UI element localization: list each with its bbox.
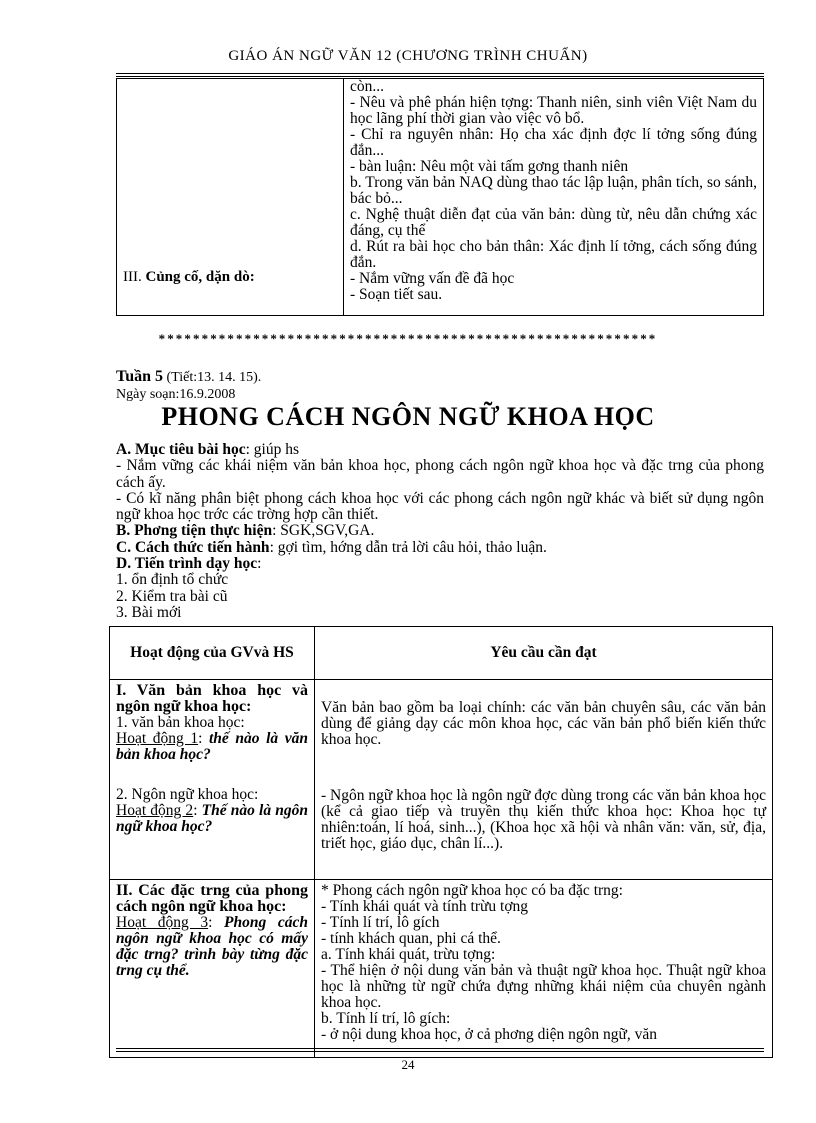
step-item: 2. Kiểm tra bài cũ: [116, 587, 228, 605]
requirement-line: b. Tính lí trí, lô gích:: [321, 1010, 451, 1027]
review-line: - Soạn tiết sau.: [350, 286, 443, 303]
review-line: - Nêu và phê phán hiện tợng: Thanh niên, sinh viên Việt Nam du học lãng phí thời gian vào việc vô bổ.: [350, 94, 757, 127]
activity-1: Hoạt động 1: thế nào là văn bản khoa học?: [116, 730, 308, 763]
col-header-activity: Hoạt động của GVvà HS: [110, 627, 315, 680]
header-rule: [116, 73, 764, 74]
activity-2: Hoạt động 2: Thế nào là ngôn ngữ khoa học?: [116, 802, 308, 835]
review-line: d. Rút ra bài học cho bản thân: Xác định lí tởng, cách sống đúng đắn.: [350, 238, 757, 271]
review-line: - bàn luận: Nêu một vài tấm gơng thanh niên: [350, 158, 629, 175]
col-header-requirement: Yêu cầu cần đạt: [315, 627, 773, 680]
review-line: b. Trong văn bản NAQ dùng thao tác lập luận, phân tích, so sánh, bác bỏ...: [350, 174, 757, 207]
review-table: [116, 78, 764, 316]
section-heading: II. Các đặc trng của phong cách ngôn ngữ khoa học:: [116, 882, 308, 915]
review-line: - Chỉ ra nguyên nhân: Họ cha xác định đợc lí tởng sống đúng đắn...: [350, 126, 757, 159]
requirement-text: - Ngôn ngữ khoa học là ngôn ngữ đợc dùng trong các văn bản khoa học (kể cả giao tiếp và truyền thụ kiến thức khoa học: Khoa học tự nhiên:toán, lí hoá, sinh...), (Khoa học xã hội và nhân văn: văn, sử, địa, triết học, giáo dục, chân lí...).: [321, 787, 766, 852]
page-number: 24: [401, 1057, 415, 1072]
footer-rule-thin: [116, 1051, 764, 1052]
requirement-cell: [315, 680, 773, 880]
review-line: - Nắm vững vấn đề đã học: [350, 270, 515, 287]
requirement-line: - Tính lí trí, lô gích: [321, 914, 440, 931]
objective-b-text: : SGK,SGV,GA.: [272, 522, 375, 540]
objective-b-label: B. Phơng tiện thực hiện: [116, 522, 273, 540]
objective-c-label: C. Cách thức tiến hành: [116, 538, 270, 556]
requirement-line: * Phong cách ngôn ngữ khoa học có ba đặc trng:: [321, 882, 623, 899]
activity-cell: [110, 880, 315, 1058]
review-label-prefix: III.: [123, 269, 142, 285]
requirement-line: - Thể hiện ở nội dung văn bản và thuật ngữ khoa học. Thuật ngữ khoa học là những từ ngữ chứa đựng những khái niệm của chuyên ngành khoa học.: [321, 962, 766, 1011]
week-periods: (Tiết:13. 14. 15).: [163, 370, 262, 385]
requirement-cell: [315, 880, 773, 1058]
objective-a-label: A. Mục tiêu bài học: [116, 441, 246, 458]
requirement-text: Văn bản bao gồm ba loại chính: các văn bản chuyên sâu, các văn bản dùng để giảng dạy các môn khoa học, các văn bản phổ biến kiến thức khoa học.: [321, 699, 766, 748]
review-line: còn...: [350, 78, 385, 95]
requirement-line: - Tính khái quát và tính trừu tợng: [321, 898, 529, 915]
activity-3: Hoạt động 3: Phong cách ngôn ngữ khoa học có mấy đặc trng? trình bày từng đặc trng cụ thể.: [116, 914, 308, 979]
header-rule-thin: [116, 76, 764, 77]
section-heading: I. Văn bản khoa học và ngôn ngữ khoa học:: [116, 682, 308, 715]
step-item: 3. Bài mới: [116, 603, 182, 621]
objective-d-text: :: [257, 555, 262, 573]
review-line: c. Nghệ thuật diễn đạt của văn bản: dùng từ, nêu dẫn chứng xác đáng, cụ thể: [350, 206, 757, 239]
objective-a-item: - Có kĩ năng phân biệt phong cách khoa học với các phong cách ngôn ngữ khác và biết sử dụng ngôn ngữ khoa học trớc các trờng hợp cần thiết.: [116, 489, 764, 524]
requirement-line: - tính khách quan, phi cá thể.: [321, 930, 501, 947]
objectives-section: [116, 442, 764, 621]
footer-rule: [116, 1048, 764, 1049]
step-item: 1. ổn định tổ chức: [116, 571, 229, 589]
requirement-line: - ở nội dung khoa học, ở cả phơng diện ngôn ngữ, văn: [321, 1026, 658, 1043]
objective-c-text: : gợi tìm, hớng dẫn trả lời câu hỏi, thảo luận.: [269, 538, 547, 556]
week-label: Tuần 5: [116, 368, 163, 385]
activity-cell: [110, 680, 315, 880]
subsection: 1. văn bản khoa học:: [116, 714, 245, 731]
review-label: Củng cố, dặn dò:: [145, 269, 255, 285]
review-label-cell: [117, 79, 344, 316]
week-info: [116, 368, 261, 403]
page-header: GIÁO ÁN NGỮ VĂN 12 (CHƯƠNG TRÌNH CHUẨN): [228, 48, 588, 64]
objective-a-item: - Nắm vững các khái niệm văn bản khoa học, phong cách ngôn ngữ khoa học và đặc trng của phong cách ấy.: [116, 457, 764, 491]
objective-d-label: D. Tiến trình dạy học: [116, 555, 258, 573]
subsection: 2. Ngôn ngữ khoa học:: [116, 786, 259, 803]
lesson-table: [109, 626, 773, 1058]
separator: **********************************************************: [158, 331, 658, 346]
review-content-cell: [344, 79, 764, 316]
objective-a-text: : giúp hs: [245, 441, 299, 458]
prep-date: Ngày soạn:16.9.2008: [116, 387, 236, 402]
lesson-title: PHONG CÁCH NGÔN NGỮ KHOA HỌC: [161, 402, 655, 431]
requirement-line: a. Tính khái quát, trừu tợng:: [321, 946, 496, 963]
